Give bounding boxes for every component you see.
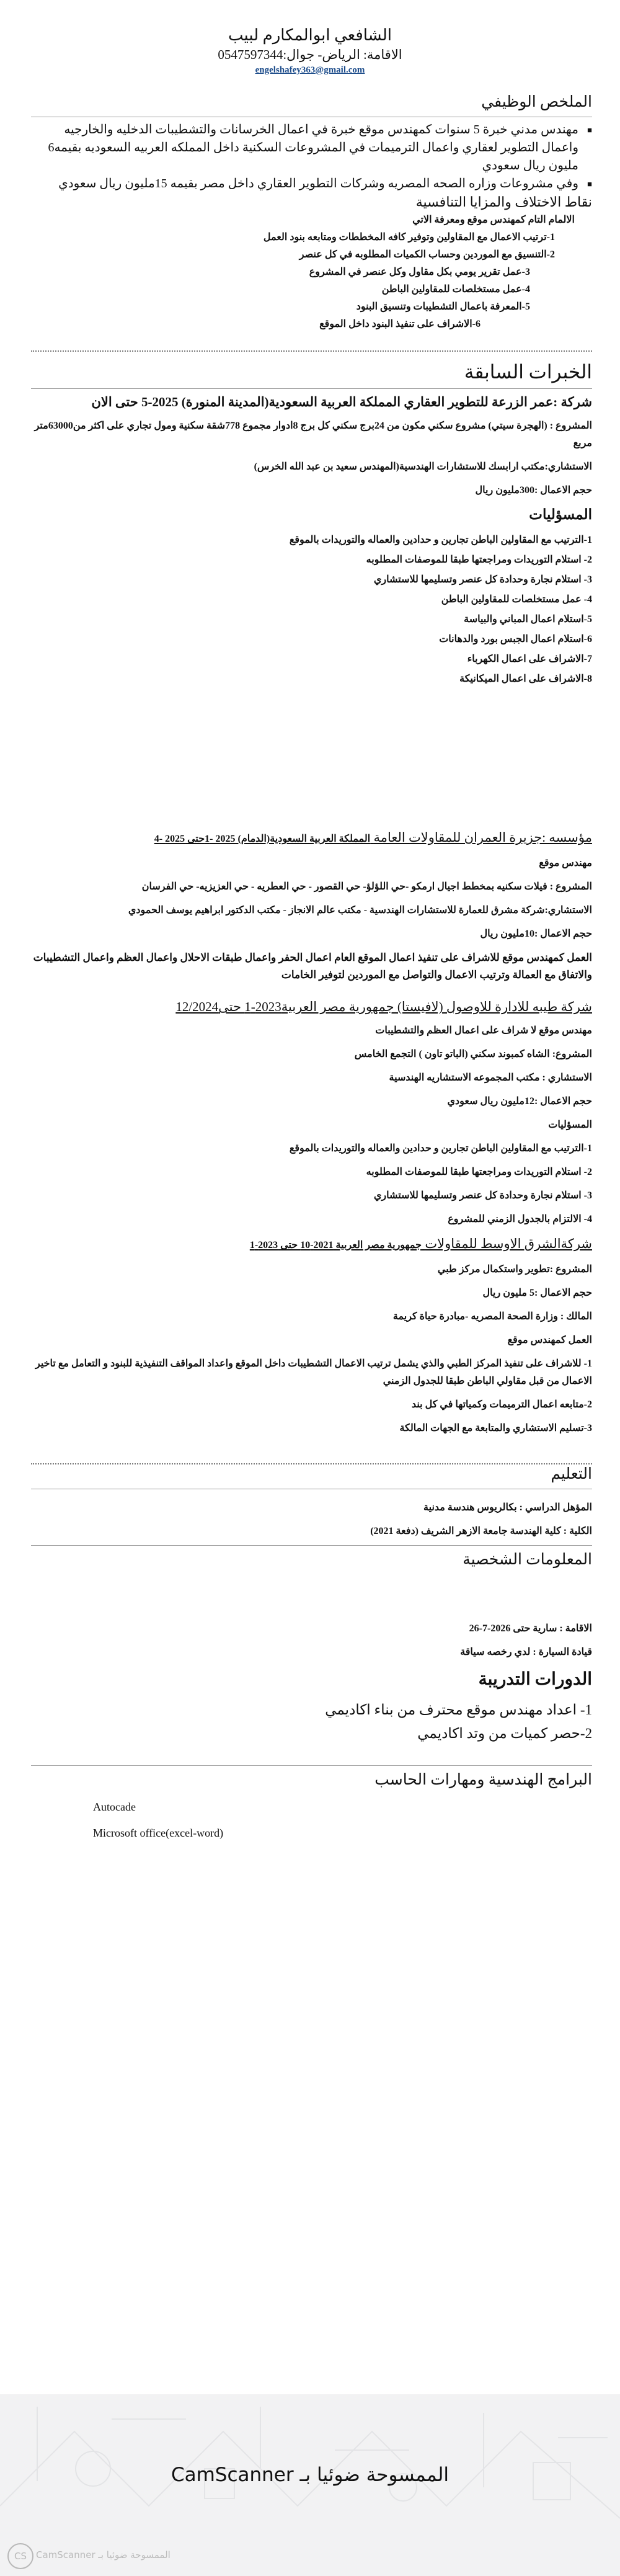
job3-volume: حجم الاعمال :12مليون ريال سعودي [447,1096,592,1107]
course-item: 2-حصر كميات من وتد اكاديمي [417,1726,592,1741]
contact-line [0,46,620,63]
location-label: الاقامة: الرياض- جوال: [283,47,402,62]
job1-volume: حجم الاعمال :300مليون ريال [475,485,592,496]
list-item: 6-الاشراف على تنفيذ البنود داخل الموقع [319,319,480,329]
list-item: 1- للاشراف على تنفيذ المركز الطبي والذي يشمل ترتيب الاعمال التشطيبات داخل الموقع واعداد المواقف التنفيذية للبنود و التعامل مع تاخير الاعمال من قبل مقاولي الباطن طبقا للجدول الزمني [35,1358,592,1386]
job3-company: شركة طيبه للادارة للاوصول (لافيستا) جمهورية مصر العربية2023-1 حتى12/2024 [175,999,592,1014]
job4-company [31,1234,592,1255]
job4-role: العمل كمهندس موقع [507,1335,592,1345]
experience-title: الخبرات السابقة [464,361,592,383]
job2-consultant: الاستشاري:شركة مشرق للعمارة للاستشارات الهندسية - مكتب عالم الانجاز - مكتب الدكتور ابراهيم يوسف الحمودي [128,905,592,916]
scanner-footer [0,2394,620,2576]
job2-project: المشروع : فيلات سكنيه بمخطط اجيال ارمكو -حي اللؤلؤ- حي القصور - حي العطريه - حي العزيزيه- حي الفرسان [141,881,592,892]
personal-residence: الاقامة : سارية حتى 2026-7-26 [469,1623,592,1634]
job3-resp-title: المسؤليات [548,1120,592,1130]
job2-section [31,828,592,984]
job2-role-line: العمل كمهندس موقع للاشراف على تنفيذ اعمال الموقع العام اعمال الحفر واعمال طبقات الاحلال واعمال العظم واعمال التشطيبات والاتفاق مع العمالة وترتيب الاعمال والتواصل مع الموردين لتوفير الخامات [33,952,592,981]
list-item: 1-الترتيب مع المقاولين الباطن تجارين و حدادين والعماله والتوريدات بالموقع [289,535,592,545]
job1-consultant: الاستشاري:مكتب ارابسك للاستشارات الهندسية(المهندس سعيد بن عبد الله الخرس) [254,461,592,472]
education-title: التعليم [551,1466,592,1482]
list-item: 8-الاشراف على اعمال الميكانيكة [459,674,592,684]
list-item: 2-التنسيق مع الموردين وحساب الكميات المطلوبه في كل عنصر [299,249,555,260]
summary-bullet: ■ وفي مشروعات وزاره الصحه المصريه وشركات التطوير العقاري داخل مصر بقيمه 15مليون ريال سعودي [31,175,592,193]
strengths-title: نقاط الاختلاف والمزايا التنافسية [415,194,592,210]
strengths-list [31,229,592,333]
candidate-name: الشافعي ابوالمكارم لبيب [228,26,392,44]
experience-section [31,360,592,689]
list-item: 4-عمل مستخلصات للمقاولين الباطن [381,284,530,295]
job4-volume: حجم الاعمال :5 مليون ريال [482,1288,592,1298]
list-item: 3-عمل تقرير يومي بكل مقاول وكل عنصر في المشروع [309,267,530,277]
list-item: 3- استلام نجارة وحدادة كل عنصر وتسليمها للاستشاري [373,1190,592,1201]
phone-number: 0547597344 [218,47,283,62]
job4-company-sub: جمهورية مصر العربية 2021-10 حتى 2023-1 [249,1240,422,1250]
personal-license: قيادة السيارة : لدي رخصه سياقة [460,1647,592,1657]
software-item: Microsoft office(excel-word) [93,1827,224,1839]
job3-role: مهندس موقع لا شراف على اعمال العظم والتشطيبات [375,1025,592,1036]
divider [31,350,592,352]
list-item: 1-الترتيب مع المقاولين الباطن تجارين و حدادين والعماله والتوريدات بالموقع [289,1143,592,1154]
list-item: 2-متابعه اعمال الترميمات وكمياتها في كل بند [411,1399,592,1410]
summary-section [31,92,592,355]
software-title: البرامج الهندسية ومهارات الحاسب [374,1772,592,1788]
divider [31,1545,592,1546]
job1-project: المشروع : (الهجرة سيتي) مشروع سكني مكون من 24برج سكني كل برج 8ادوار مجموع 778شقة سكنية ومول تجاري على اكثر من63000متر مربع [34,421,592,448]
job4-company-name: شركةالشرق الاوسط للمقاولات [425,1236,592,1251]
divider [31,1765,592,1766]
cv-header [0,0,620,77]
list-item: 3-تسليم الاستشاري والمتابعة مع الجهات المالكة [399,1423,592,1433]
list-item: 6-استلام اعمال الجبس بورد والدهانات [439,634,592,644]
course-item: 1- اعداد مهندس موقع محترف من بناء اكاديمي [325,1702,592,1718]
courses-title: الدورات التدريبة [478,1670,592,1689]
list-item: 4- الالتزام بالجدول الزمني للمشروع [448,1214,592,1224]
scanner-small-text: CamScanner الممسوحة ضوئيا بـ [36,2549,170,2560]
job2-company-name: مؤسسه :جزيرة العمران للمقاولات العامة [373,830,592,845]
email-link[interactable]: engelshafey363@gmail.com [255,65,365,75]
job1-company: شركة :عمر الزرعة للتطوير العقاري المملكة العربية السعودية(المدينة المنورة) 2025-5 حتى الان [91,394,592,409]
education-section [31,1464,592,1540]
strengths-intro: الالمام التام كمهندس موقع ومعرفة الاتي [412,215,575,225]
job4-owner: المالك : وزارة الصحة المصريه -مبادرة حياة كريمة [392,1311,592,1322]
list-item: 7-الاشراف على اعمال الكهرباء [467,654,592,664]
job3-project: المشروع: الشاه كمبوند سكني (الباتو تاون ) التجمع الخامس [354,1049,592,1059]
list-item: 5-المعرفة باعمال التشطيبات وتنسيق البنود [356,301,530,312]
job4-project: المشروع :تطوير واستكمال مركز طبي [437,1264,592,1275]
divider [31,388,592,389]
software-section [31,1762,592,1843]
education-degree: المؤهل الدراسي : بكالريوس هندسة مدنية [423,1502,592,1513]
job2-company [31,828,592,849]
job3-section [31,997,592,1228]
scanner-watermark-text: الممسوحة ضوئيا بـ CamScanner [170,2464,450,2486]
summary-bullet: ■ مهندس مدني خبرة 5 سنوات كمهندس موقع خبرة في اعمال الخرسانات والتشطيبات الدخليه والخارجيه واعمال التطوير لعقاري واعمال الترميمات في المشروعات السكنية داخل المملكه العربيه السعوديه بقيمه6 مليون ريال سعودي [31,121,592,175]
job4-section [31,1234,592,1468]
personal-title: المعلومات الشخصية [463,1551,592,1568]
job2-company-sub: المملكة العربية السعودية(الدمام) 2025 -1حتى 2025 -4 [154,834,371,844]
job1-resp-title: المسؤليات [529,507,592,522]
job3-consultant: الاستشاري : مكتب المجموعه الاستشاريه الهندسية [389,1072,592,1083]
scanner-bottom-bar [0,2537,620,2576]
list-item: 1-ترتيب الاعمال مع المقاولين وتوفير كافه المخططات ومتابعه بنود العمل [263,232,555,243]
list-item: 2- استلام التوريدات ومراجعتها طبقا للموصفات المطلوبه [366,1167,592,1177]
scanner-background-pattern-icon [0,2394,620,2531]
list-item: 3- استلام نجارة وحدادة كل عنصر وتسليمها للاستشاري [373,574,592,585]
list-item: 5-استلام اعمال المباني والبياسة [464,614,592,625]
list-item: 4- عمل مستخلصات للمقاولين الباطن [441,594,592,605]
software-item: Autocade [93,1801,136,1813]
list-item: 2- استلام التوريدات ومراجعتها طبقا للموصفات المطلوبه [366,555,592,565]
summary-title: الملخص الوظيفي [481,94,592,110]
job2-volume: حجم الاعمال :10مليون ريال [480,929,592,939]
education-college: الكلية : كلية الهندسة جامعة الازهر الشريف (دفعة 2021) [370,1526,592,1536]
job2-role: مهندس موقع [539,858,592,868]
personal-section [31,1541,592,1745]
summary-list [31,121,592,193]
camscanner-logo-icon: CS [7,2543,33,2569]
